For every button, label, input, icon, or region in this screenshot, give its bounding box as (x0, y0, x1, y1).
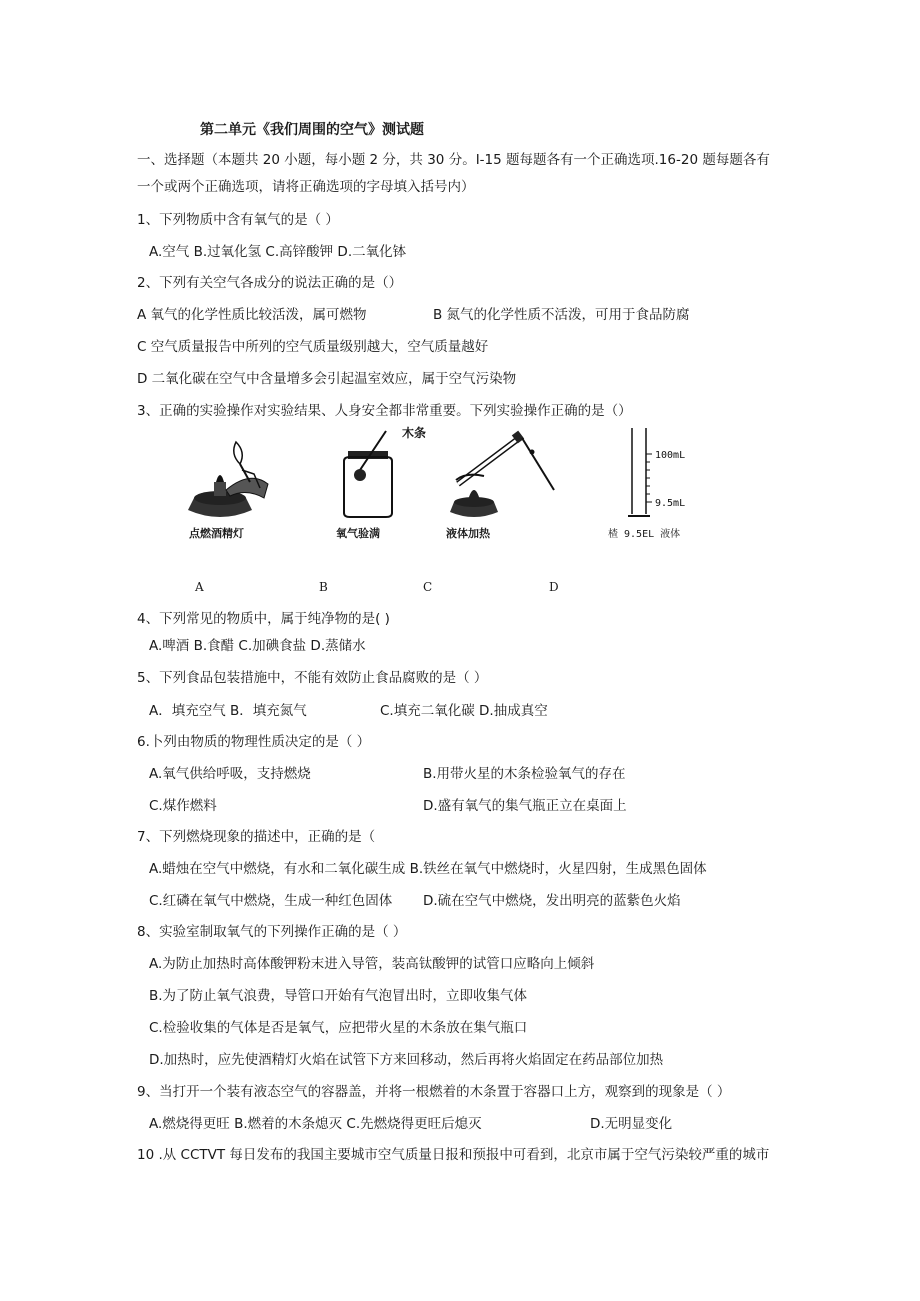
q9-options-abc: A.燃烧得更旺 B.燃着的木条熄灭 C.先燃烧得更旺后熄灭 (149, 1116, 482, 1132)
q2-option-a: A 氧气的化学性质比较活泼，属可燃物 (137, 307, 367, 323)
figure-d-graduated-cylinder (620, 426, 710, 520)
q2-option-c: C 空气质量报告中所列的空气质量级别越大，空气质量越好 (137, 339, 489, 355)
figure-label-c: C (423, 580, 433, 594)
figure-c-heating-liquid (438, 428, 558, 520)
section-instructions-line1: 一、选择题（本题共 20 小题，每小题 2 分，共 30 分。I-15 题每题各有一个正确选项.16-20 题每题各有 (137, 152, 770, 168)
q8-option-a: A.为防止加热时高体酸钾粉末进入导管，装高钛酸钾的试管口应略向上倾斜 (149, 956, 595, 972)
q7-stem: 7、下列燃烧现象的描述中，正确的是（ (137, 829, 376, 845)
q10-stem: 10 .从 CCTVT 每日发布的我国主要城市空气质量日报和预报中可看到，北京市属于空气污染较严重的城市 (137, 1147, 770, 1163)
q5-options-ab: A．填充空气 B．填充氮气 (149, 703, 307, 719)
q2-option-d: D 二氧化碳在空气中含量增多会引起温室效应，属于空气污染物 (137, 371, 517, 387)
figure-label-d: D (549, 580, 559, 594)
q8-option-c: C.检验收集的气体是否是氧气，应把带火星的木条放在集气瓶口 (149, 1020, 528, 1036)
q8-option-d: D.加热时，应先使酒精灯火焰在试管下方来回移动，然后再将火焰固定在药品部位加热 (149, 1052, 664, 1068)
cylinder-top-label: 100mL (655, 450, 686, 461)
q5-options-cd: C.填充二氧化碳 D.抽成真空 (380, 703, 548, 719)
figure-c-caption: 液体加热 (446, 527, 490, 540)
figure-label-a: A (195, 580, 204, 594)
q8-option-b: B.为了防止氧气浪费，导管口开始有气泡冒出时，立即收集气体 (149, 988, 528, 1004)
q7-option-c: C.红磷在氧气中燃烧，生成一种红色固体 (149, 893, 393, 909)
q4-options: A.啤酒 B.食醋 C.加碘食盐 D.蒸储水 (149, 638, 366, 654)
q8-stem: 8、实验室制取氧气的下列操作正确的是（ ） (137, 924, 407, 940)
q6-option-a: A.氧气供给呼吸，支持燃烧 (149, 766, 311, 782)
figure-b-caption: 氧气验满 (336, 527, 380, 540)
section-instructions-line2: 一个或两个正确选项，请将正确选项的字母填入括号内） (137, 179, 475, 195)
q2-stem: 2、下列有关空气各成分的说法正确的是（） (137, 275, 403, 291)
q6-option-c: C.煤作燃料 (149, 798, 217, 814)
figure-b-tag: 木条 (402, 426, 427, 440)
page-title: 第二单元《我们周围的空气》测试题 (200, 122, 424, 138)
q3-stem: 3、正确的实验操作对实验结果、人身安全都非常重要。下列实验操作正确的是（） (137, 403, 632, 419)
q6-stem: 6.卜列由物质的物理性质决定的是（ ） (137, 734, 371, 750)
q2-option-b: B 氮气的化学性质不活泼，可用于食品防腐 (433, 307, 690, 323)
q9-option-d: D.无明显变化 (590, 1116, 673, 1132)
q7-options-ab: A.蜡烛在空气中燃烧，有水和二氧化碳生成 B.铁丝在氧气中燃烧时，火星四射，生成黑色固体 (149, 861, 707, 877)
cylinder-bottom-label: 9.5mL (655, 498, 686, 509)
figure-a-lighting-lamp (180, 430, 280, 520)
q1-options: A.空气 B.过氧化氢 C.高锌酸钾 D.二氧化钵 (149, 244, 407, 260)
q5-stem: 5、下列食品包装措施中，不能有效防止食品腐败的是（ ） (137, 670, 488, 686)
q4-stem: 4、下列常见的物质中，属于纯净物的是( ) (137, 611, 390, 627)
q7-option-d: D.硫在空气中燃烧，发出明亮的蓝紫色火焰 (423, 893, 681, 909)
q1-stem: 1、下列物质中含有氧气的是（ ） (137, 212, 339, 228)
figure-label-b: B (319, 580, 328, 594)
figure-d-caption: 楂 9.5EL 液体 (608, 529, 681, 540)
q6-option-d: D.盛有氧气的集气瓶正立在桌面上 (423, 798, 627, 814)
q6-option-b: B.用带火星的木条检验氧气的存在 (423, 766, 626, 782)
figure-a-caption: 点燃酒精灯 (189, 527, 244, 540)
q9-stem: 9、当打开一个装有液态空气的容器盖，并将一根燃着的木条置于容器口上方，观察到的现象是（ ） (137, 1084, 731, 1100)
